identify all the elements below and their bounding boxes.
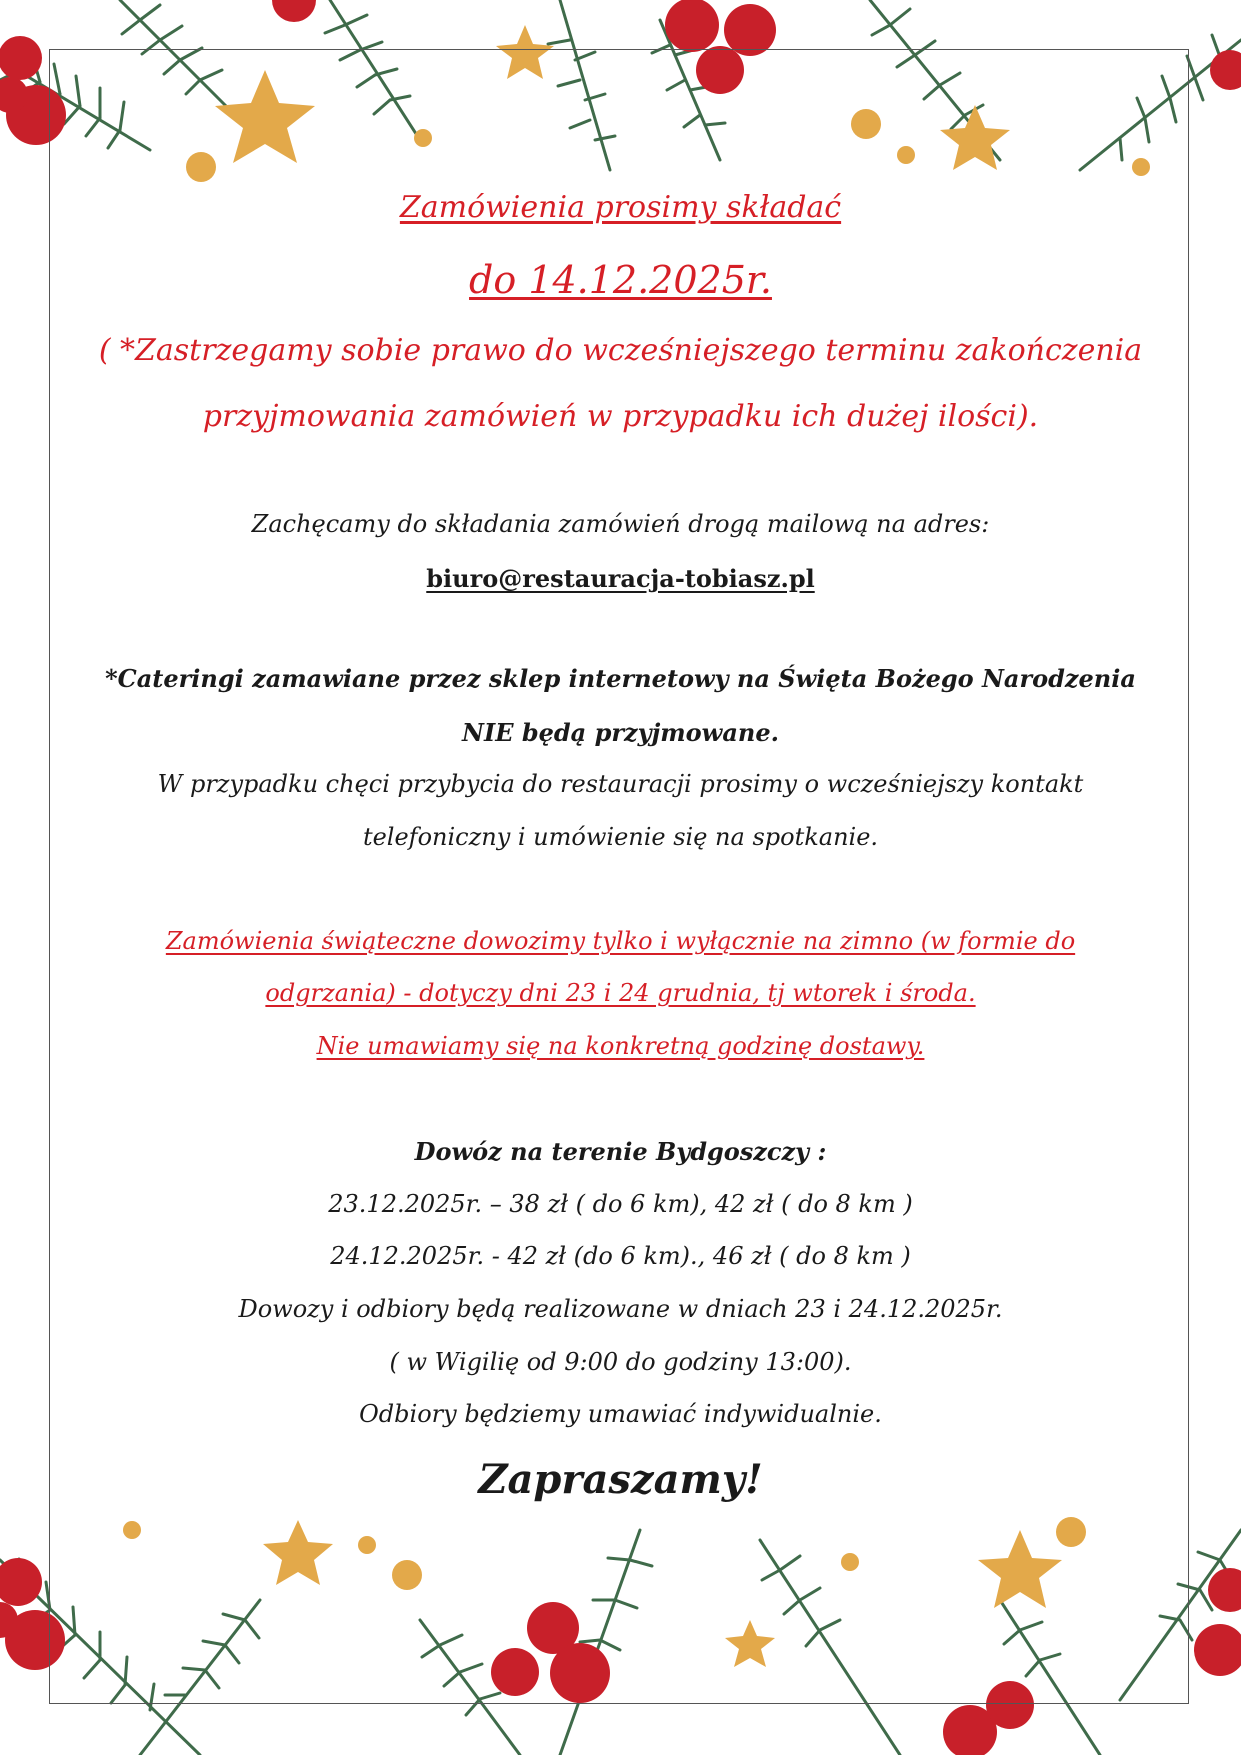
order-deadline-heading: Zamówienia prosimy składać <box>399 190 842 225</box>
catering-notice-line: NIE będą przyjmowane. <box>462 718 779 747</box>
reservation-note-line: przyjmowania zamówień w przypadku ich dużej ilości). <box>202 399 1039 434</box>
delivery-price-line: 23.12.2025r. – 38 zł ( do 6 km), 42 zł ( do 8 km ) <box>328 1190 913 1218</box>
pickup-info-line: Odbiory będziemy umawiać indywidualnie. <box>359 1400 882 1428</box>
delivery-prices-heading: Dowóz na terenie Bydgoszczy : <box>414 1137 827 1166</box>
email-link[interactable]: biuro@restauracja-tobiasz.pl <box>426 564 815 593</box>
delivery-price-line: 24.12.2025r. - 42 zł (do 6 km)., 46 zł ( do 8 km ) <box>330 1242 911 1270</box>
delivery-schedule-line: Dowozy i odbiory będą realizowane w dniach 23 i 24.12.2025r. <box>238 1295 1003 1323</box>
catering-notice-line: *Cateringi zamawiane przez sklep internetowy na Święta Bożego Narodzenia <box>105 664 1136 693</box>
delivery-notice-line: odgrzania) - dotyczy dni 23 i 24 grudnia, tj wtorek i środa. <box>265 979 976 1007</box>
contact-info-line: telefoniczny i umówienie się na spotkanie. <box>362 823 879 851</box>
reservation-note-line: ( *Zastrzegamy sobie prawo do wcześniejszego terminu zakończenia <box>98 333 1143 368</box>
closing-invitation: Zapraszamy! <box>478 1456 763 1503</box>
contact-info-line: W przypadku chęci przybycia do restauracji prosimy o wcześniejszy kontakt <box>157 770 1084 798</box>
email-intro-text: Zachęcamy do składania zamówień drogą mailową na adres: <box>251 510 990 538</box>
delivery-notice-line: Nie umawiamy się na konkretną godzinę dostawy. <box>316 1032 925 1060</box>
order-deadline-date: do 14.12.2025r. <box>469 258 772 302</box>
delivery-notice-line: Zamówienia świąteczne dowozimy tylko i wyłącznie na zimno (w formie do <box>165 927 1076 955</box>
delivery-schedule-line: ( w Wigilię od 9:00 do godziny 13:00). <box>389 1348 852 1376</box>
